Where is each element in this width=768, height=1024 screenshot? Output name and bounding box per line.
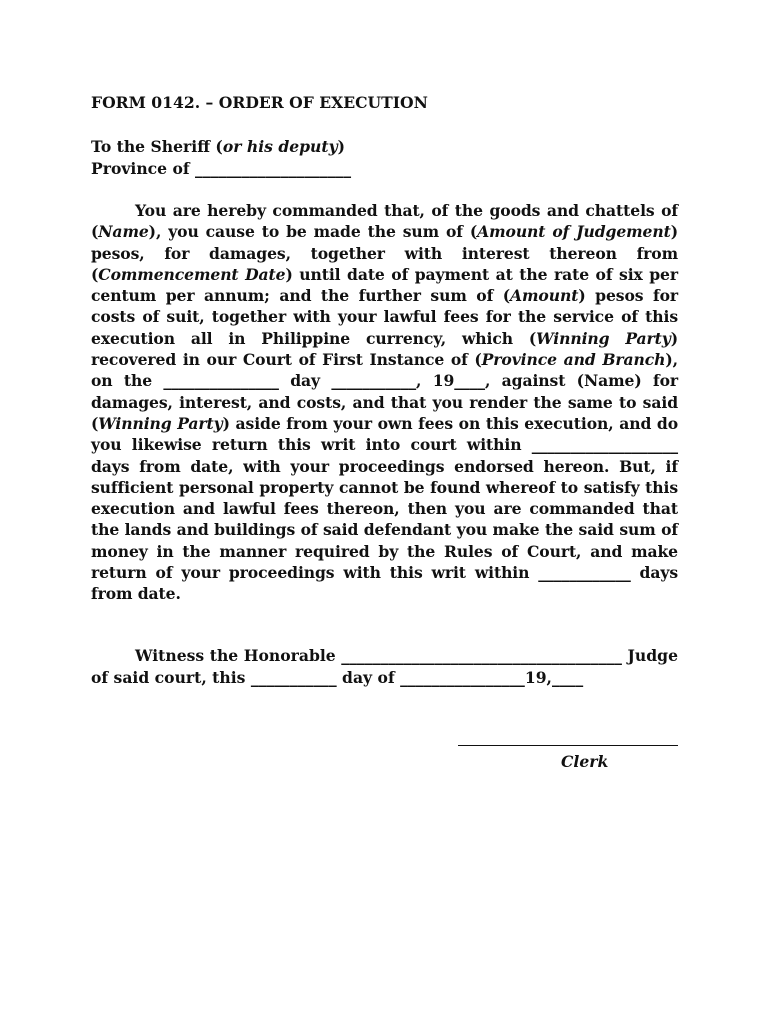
- placeholder-winning-party: Winning Party: [536, 328, 671, 348]
- body-text-3: ) pesos, for damages, together with interest thereon from (: [91, 222, 678, 284]
- placeholder-amount: Amount: [510, 286, 579, 306]
- order-paragraph: [91, 200, 678, 605]
- body-text-6: ) recovered in our Court of First Instance of (: [91, 328, 678, 370]
- witness-paragraph: Witness the Honorable ____________________________________ Judge of said court, this ___________ day of ________________19,____: [91, 646, 678, 687]
- placeholder-province-and-branch: Province and Branch: [481, 350, 666, 370]
- to-sheriff-deputy: or his deputy: [222, 137, 338, 156]
- placeholder-amount-of-judgement: Amount of Judgement: [477, 222, 671, 242]
- body-text-2: ), you cause to be made the sum of (: [148, 222, 478, 242]
- to-sheriff-prefix: To the Sheriff (: [91, 137, 223, 156]
- to-sheriff-suffix: ): [337, 137, 346, 156]
- placeholder-commencement-date: Commencement Date: [98, 264, 286, 284]
- province-line: Province of ____________________: [91, 158, 351, 178]
- clerk-signature-line: [458, 727, 678, 746]
- body-text-8: ) aside from your own fees on this execution, and do you likewise return this writ into court within ___________________ days from date, with your proceedings endorsed hereon. But, if sufficient personal property cannot be found whereof to satisfy this execution and lawful fees thereon, then you are commanded that the lands and buildings of said defendant you make the said sum of money in the manner required by the Rules of Court, and make return of your proceedings with this writ within ____________ days from date.: [91, 413, 678, 604]
- body-text-5: ) pesos for costs of suit, together with your lawful fees for the service of this execution all in Philippine currency, which (: [91, 286, 678, 348]
- body-text-1: You are hereby commanded that, of the goods and chattels of (: [91, 201, 678, 242]
- clerk-label: Clerk: [561, 752, 609, 771]
- placeholder-name: Name: [98, 222, 149, 242]
- form-title: FORM 0142. – ORDER OF EXECUTION: [91, 93, 428, 112]
- body-text-7: ), on the _______________ day ___________, 19____, against (Name) for damages, interest, and costs, and that you render the same to said (: [91, 350, 678, 433]
- address-block: [91, 136, 351, 179]
- witness-block: [91, 645, 678, 688]
- placeholder-winning-party-2: Winning Party: [98, 413, 223, 433]
- order-body: [91, 200, 678, 605]
- to-sheriff-line: [91, 136, 351, 158]
- body-text-4: ) until date of payment at the rate of six per centum per annum; and the further sum of (: [91, 264, 678, 306]
